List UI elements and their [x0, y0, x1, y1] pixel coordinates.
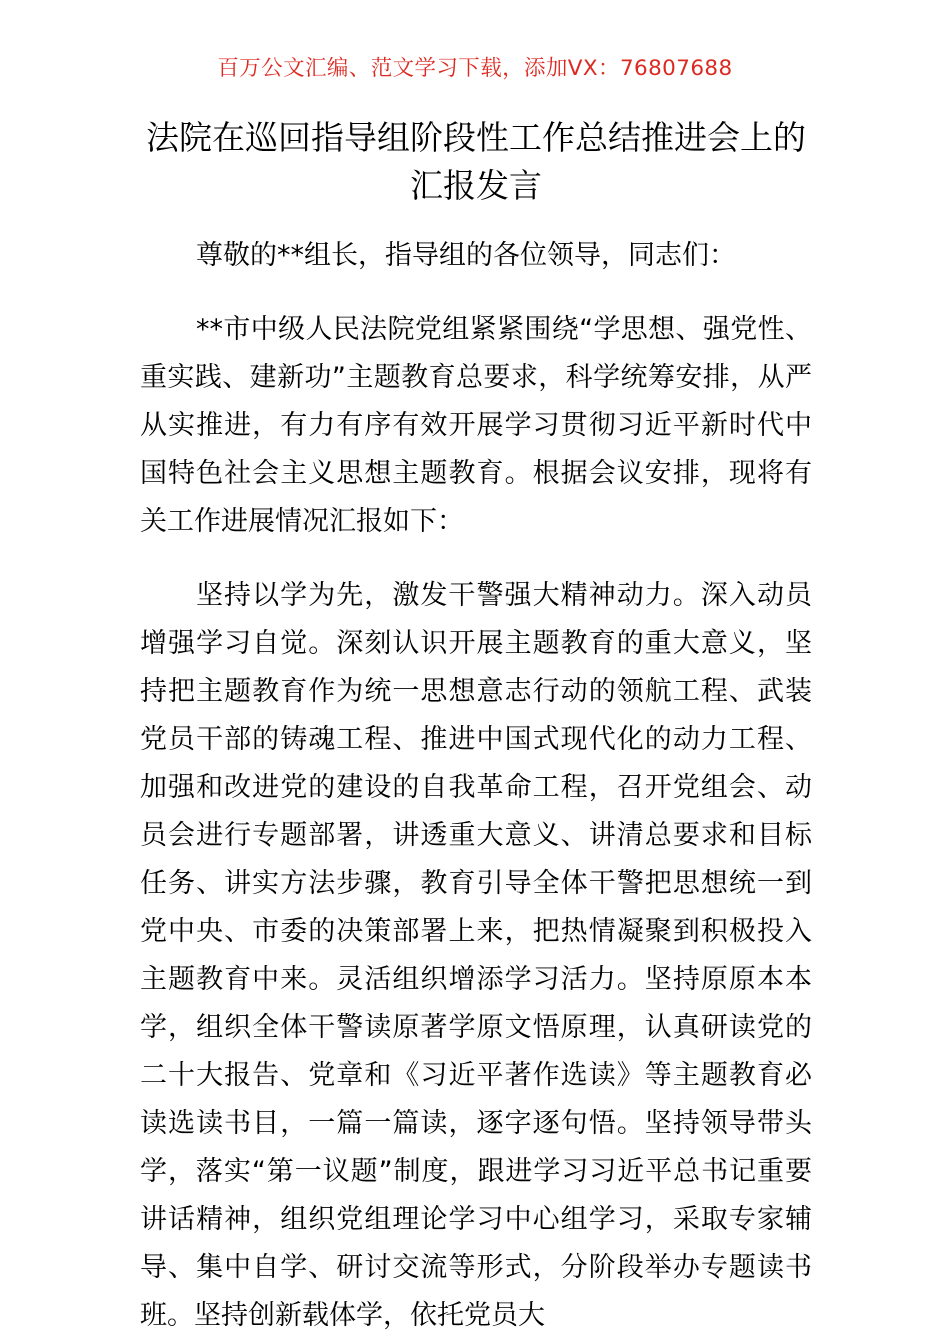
page-title: 法院在巡回指导组阶段性工作总结推进会上的汇报发言 — [146, 117, 806, 205]
paragraph-section-one: 坚持以学为先，激发干警强大精神动力。深入动员增强学习自觉。深刻认识开展主题教育的重大意义，坚持把主题教育作为统一思想意志行动的领航工程、武装党员干部的铸魂工程、推进中国式现代化的动力工程、加强和改进党的建设的自我革命工程，召开党组会、动员会进行专题部署，讲透重大意义、讲清总要求和目标任务、讲实方法步骤，教育引导全体干警把思想统一到党中央、市委的决策部署上来，把热情凝聚到积极投入主题教育中来。灵活组织增添学习活力。坚持原原本本学，组织全体干警读原著学原文悟原理，认真研读党的二十大报告、党章和《习近平著作选读》等主题教育必读选读书目，一篇一篇读，逐字逐句悟。坚持领导带头学，落实“第一议题”制度，跟进学习习近平总书记重要讲话精神，组织党组理论学习中心组学习，采取专家辅导、集中自学、研讨交流等形式，分阶段举办专题读书班。坚持创新载体学，依托党员大 — [140, 579, 812, 1331]
promo-header-banner: 百万公文汇编、范文学习下载，添加VX：76807688 — [217, 56, 733, 81]
paragraph-salutation: 尊敬的**组长，指导组的各位领导，同志们： — [196, 239, 736, 271]
paragraph-intro: **市中级人民法院党组紧紧围绕“学思想、强党性、重实践、建新功”主题教育总要求，科学统筹安排，从严从实推进，有力有序有效开展学习贯彻习近平新时代中国特色社会主义思想主题教育。根据会议安排，现将有关工作进展情况汇报如下： — [140, 313, 812, 537]
document-body — [140, 232, 812, 1340]
